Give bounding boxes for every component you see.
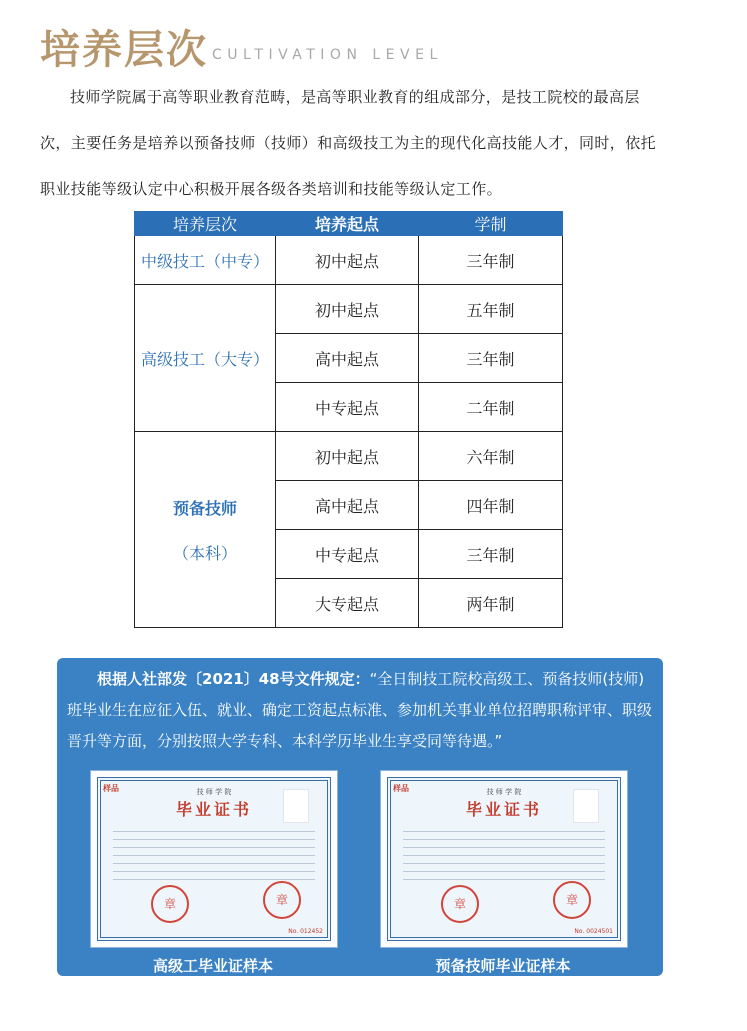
certificate-number: No. 012452: [288, 928, 323, 935]
seal-icon: 章: [553, 881, 591, 919]
certificate-preparatory-sample: [380, 770, 628, 948]
table-header-row: [135, 212, 563, 236]
level-preparatory-label: 预备技师: [172, 498, 237, 518]
certificate-school: 技 师 学 院: [486, 788, 522, 796]
start-cell: 初中起点: [276, 432, 419, 481]
policy-panel: [57, 658, 663, 976]
certificate-caption-preparatory: 预备技师毕业证样本: [435, 957, 571, 975]
years-cell: 四年制: [419, 481, 563, 530]
years-cell: 三年制: [419, 236, 563, 285]
certificate-number: No. 0024501: [574, 928, 613, 935]
sample-stamp: 样品: [393, 784, 409, 793]
policy-text: [67, 664, 659, 757]
policy-lead: 根据人社部发〔2021〕48号文件规定：: [97, 670, 370, 688]
page-title: 培养层次: [40, 27, 208, 73]
years-cell: 二年制: [419, 383, 563, 432]
years-cell: 五年制: [419, 285, 563, 334]
start-cell: 高中起点: [276, 334, 419, 383]
years-cell: 三年制: [419, 334, 563, 383]
certificate-heading: 毕业证书: [465, 800, 542, 819]
years-cell: 三年制: [419, 530, 563, 579]
certificate-text-lines: [113, 831, 315, 887]
level-intermediate: 中级技工（中专）: [135, 236, 276, 285]
seal-icon: 章: [151, 885, 189, 923]
photo-placeholder: [283, 789, 309, 823]
certificate-border: [97, 777, 331, 941]
years-cell: 六年制: [419, 432, 563, 481]
start-cell: 高中起点: [276, 481, 419, 530]
header-level: 培养层次: [135, 212, 276, 236]
certificate-border: [387, 777, 621, 941]
intro-line-3: 职业技能等级认定中心积极开展各级各类培训和技能等级认定工作。: [40, 180, 503, 198]
start-cell: 中专起点: [276, 530, 419, 579]
seal-icon: 章: [441, 885, 479, 923]
start-cell: 中专起点: [276, 383, 419, 432]
start-cell: 初中起点: [276, 236, 419, 285]
policy-body: “全日制技工院校高级工、预备技师(技师)班毕业生在应征入伍、就业、确定工资起点标准、参加机关事业单位招聘职称评审、职级晋升等方面，分别按照大学专科、本科学历毕业生享受同等待遇。”: [67, 670, 653, 750]
start-cell: 大专起点: [276, 579, 419, 628]
table-row: [135, 432, 563, 481]
seal-icon: 章: [263, 881, 301, 919]
page-title-en: CULTIVATION LEVEL: [212, 47, 443, 63]
section-header: [40, 22, 443, 72]
table-row: [135, 285, 563, 334]
intro-line-1: 技师学院属于高等职业教育范畴，是高等职业教育的组成部分，是技工院校的最高层: [70, 88, 640, 106]
certificate-text-lines: [403, 831, 605, 887]
level-preparatory-technician: [135, 432, 276, 628]
certificate-caption-senior: 高级工毕业证样本: [152, 957, 273, 975]
table-row: [135, 236, 563, 285]
years-cell: 两年制: [419, 579, 563, 628]
certificate-senior-sample: [90, 770, 338, 948]
header-years: 学制: [419, 212, 563, 236]
header-start: 培养起点: [276, 212, 419, 236]
cultivation-level-table: [134, 211, 563, 628]
start-cell: 初中起点: [276, 285, 419, 334]
intro-line-2: 次，主要任务是培养以预备技师（技师）和高级技工为主的现代化高技能人才，同时，依托: [40, 134, 657, 152]
certificate-heading: 毕业证书: [175, 800, 252, 819]
sample-stamp: 样品: [103, 784, 119, 793]
level-senior: 高级技工（大专）: [135, 285, 276, 432]
certificate-school: 技 师 学 院: [196, 788, 232, 796]
level-preparatory-sub: （本科）: [172, 543, 237, 563]
intro-paragraph: [40, 74, 710, 212]
photo-placeholder: [573, 789, 599, 823]
